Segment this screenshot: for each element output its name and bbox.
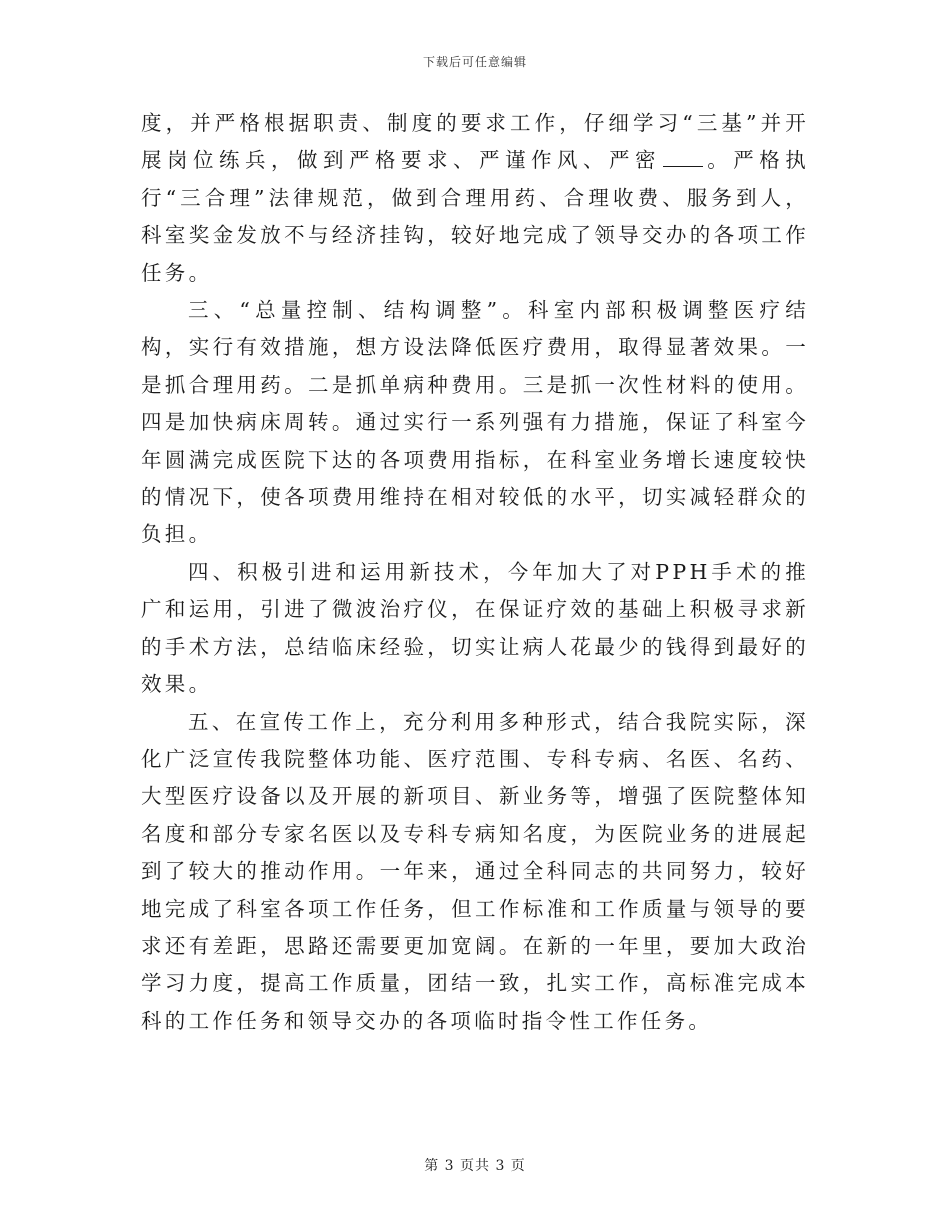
document-body bbox=[141, 105, 809, 1040]
paragraph-text-before-blank: 度，并严格根据职责、制度的要求工作，仔细学习“三基”并开展岗位练兵，做到严格要求、严谨作风、严密 bbox=[141, 111, 809, 173]
page-number-footer: 第 3 页共 3 页 bbox=[424, 1158, 526, 1174]
fill-in-blank bbox=[663, 148, 703, 167]
paragraph-section-three: 三、“总量控制、结构调整”。科室内部积极调整医疗结构，实行有效措施，想方设法降低医疗费用，取得显著效果。一是抓合理用药。二是抓单病种费用。三是抓一次性材料的使用。四是加快病床周转。通过实行一系列强有力措施，保证了科室今年圆满完成医院下达的各项费用指标，在科室业务增长速度较快的情况下，使各项费用维持在相对较低的水平，切实减轻群众的负担。 bbox=[141, 298, 809, 547]
paragraph-continuation bbox=[141, 105, 809, 292]
paragraph-section-five: 五、在宣传工作上，充分利用多种形式，结合我院实际，深化广泛宣传我院整体功能、医疗范围、专科专病、名医、名药、大型医疗设备以及开展的新项目、新业务等，增强了医院整体知名度和部分专家名医以及专科专病知名度，为医院业务的进展起到了较大的推动作用。一年来，通过全科同志的共同努力，较好地完成了科室各项工作任务，但工作标准和工作质量与领导的要求还有差距，思路还需要更加宽阔。在新的一年里，要加大政治学习力度，提高工作质量，团结一致，扎实工作，高标准完成本科的工作任务和领导交办的各项临时指令性工作任务。 bbox=[141, 709, 809, 1033]
paragraph-section-four: 四、积极引进和运用新技术，今年加大了对PPH手术的推广和运用，引进了微波治疗仪，在保证疗效的基础上积极寻求新的手术方法，总结临床经验，切实让病人花最少的钱得到最好的效果。 bbox=[141, 559, 809, 697]
page-header-note: 下载后可任意编辑 bbox=[422, 55, 527, 69]
paragraph-text-after-blank: 。严格执行“三合理”法律规范，做到合理用药、合理收费、服务到人，科室奖金发放不与经济挂钩，较好地完成了领导交办的各项工作任务。 bbox=[141, 148, 809, 285]
